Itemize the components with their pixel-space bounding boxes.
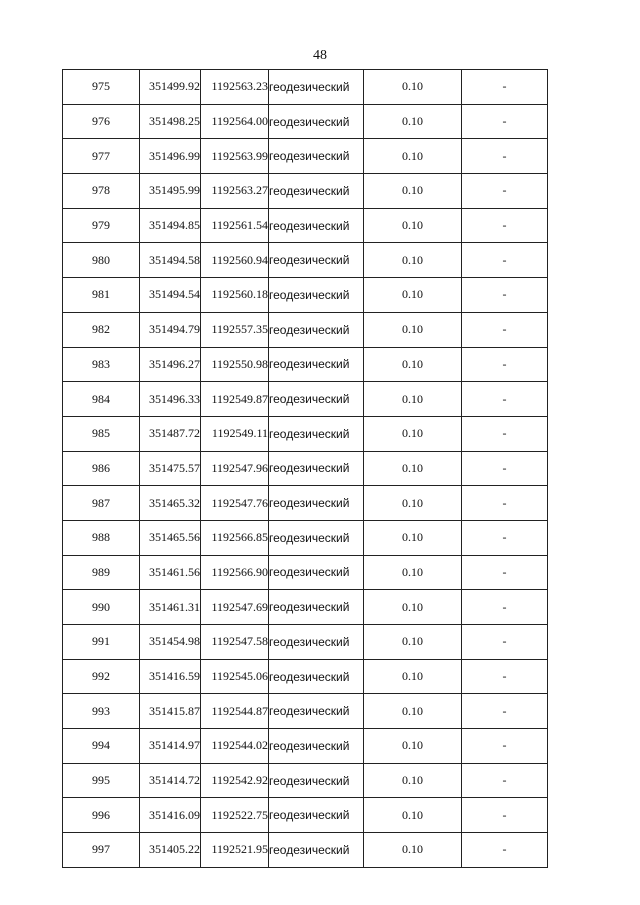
accuracy-cell: 0.10	[364, 590, 462, 625]
accuracy-cell: 0.10	[364, 486, 462, 521]
accuracy-cell: 0.10	[364, 347, 462, 382]
x-coordinate-cell: 351494.79	[140, 312, 201, 347]
page-number: 48	[313, 48, 327, 63]
note-cell: -	[462, 139, 548, 174]
method-cell: геодезический	[269, 798, 364, 833]
note-cell: -	[462, 520, 548, 555]
note-cell: -	[462, 278, 548, 313]
note-cell: -	[462, 555, 548, 590]
note-cell: -	[462, 451, 548, 486]
accuracy-cell: 0.10	[364, 729, 462, 764]
method-cell: геодезический	[269, 347, 364, 382]
y-coordinate-cell: 1192547.69	[201, 590, 269, 625]
note-cell: -	[462, 416, 548, 451]
x-coordinate-cell: 351465.32	[140, 486, 201, 521]
note-cell: -	[462, 833, 548, 868]
accuracy-cell: 0.10	[364, 763, 462, 798]
accuracy-cell: 0.10	[364, 312, 462, 347]
point-number-cell: 996	[63, 798, 140, 833]
method-cell: геодезический	[269, 382, 364, 417]
accuracy-cell: 0.10	[364, 520, 462, 555]
x-coordinate-cell: 351461.31	[140, 590, 201, 625]
x-coordinate-cell: 351496.33	[140, 382, 201, 417]
y-coordinate-cell: 1192545.06	[201, 659, 269, 694]
table-row	[63, 625, 548, 660]
table-row	[63, 833, 548, 868]
x-coordinate-cell: 351465.56	[140, 520, 201, 555]
x-coordinate-cell: 351415.87	[140, 694, 201, 729]
note-cell: -	[462, 174, 548, 209]
point-number-cell: 989	[63, 555, 140, 590]
point-number-cell: 981	[63, 278, 140, 313]
x-coordinate-cell: 351496.99	[140, 139, 201, 174]
accuracy-cell: 0.10	[364, 208, 462, 243]
note-cell: -	[462, 382, 548, 417]
accuracy-cell: 0.10	[364, 694, 462, 729]
table-row	[63, 659, 548, 694]
method-cell: геодезический	[269, 555, 364, 590]
accuracy-cell: 0.10	[364, 174, 462, 209]
note-cell: -	[462, 104, 548, 139]
x-coordinate-cell: 351414.72	[140, 763, 201, 798]
table-row	[63, 590, 548, 625]
method-cell: геодезический	[269, 625, 364, 660]
accuracy-cell: 0.10	[364, 833, 462, 868]
table-row	[63, 451, 548, 486]
x-coordinate-cell: 351475.57	[140, 451, 201, 486]
point-number-cell: 993	[63, 694, 140, 729]
accuracy-cell: 0.10	[364, 70, 462, 105]
point-number-cell: 979	[63, 208, 140, 243]
accuracy-cell: 0.10	[364, 278, 462, 313]
note-cell: -	[462, 70, 548, 105]
x-coordinate-cell: 351414.97	[140, 729, 201, 764]
y-coordinate-cell: 1192557.35	[201, 312, 269, 347]
point-number-cell: 982	[63, 312, 140, 347]
method-cell: геодезический	[269, 729, 364, 764]
y-coordinate-cell: 1192547.96	[201, 451, 269, 486]
table-row	[63, 763, 548, 798]
x-coordinate-cell: 351416.59	[140, 659, 201, 694]
point-number-cell: 990	[63, 590, 140, 625]
y-coordinate-cell: 1192547.76	[201, 486, 269, 521]
method-cell: геодезический	[269, 694, 364, 729]
x-coordinate-cell: 351494.54	[140, 278, 201, 313]
note-cell: -	[462, 312, 548, 347]
method-cell: геодезический	[269, 416, 364, 451]
x-coordinate-cell: 351487.72	[140, 416, 201, 451]
y-coordinate-cell: 1192566.85	[201, 520, 269, 555]
accuracy-cell: 0.10	[364, 382, 462, 417]
x-coordinate-cell: 351461.56	[140, 555, 201, 590]
point-number-cell: 997	[63, 833, 140, 868]
y-coordinate-cell: 1192563.23	[201, 70, 269, 105]
point-number-cell: 976	[63, 104, 140, 139]
accuracy-cell: 0.10	[364, 659, 462, 694]
point-number-cell: 977	[63, 139, 140, 174]
x-coordinate-cell: 351454.98	[140, 625, 201, 660]
y-coordinate-cell: 1192566.90	[201, 555, 269, 590]
y-coordinate-cell: 1192550.98	[201, 347, 269, 382]
x-coordinate-cell: 351496.27	[140, 347, 201, 382]
y-coordinate-cell: 1192542.92	[201, 763, 269, 798]
method-cell: геодезический	[269, 520, 364, 555]
y-coordinate-cell: 1192521.95	[201, 833, 269, 868]
note-cell: -	[462, 729, 548, 764]
x-coordinate-cell: 351494.85	[140, 208, 201, 243]
y-coordinate-cell: 1192563.99	[201, 139, 269, 174]
y-coordinate-cell: 1192544.02	[201, 729, 269, 764]
table-row	[63, 174, 548, 209]
point-number-cell: 985	[63, 416, 140, 451]
method-cell: геодезический	[269, 763, 364, 798]
table-row	[63, 312, 548, 347]
point-number-cell: 983	[63, 347, 140, 382]
note-cell: -	[462, 208, 548, 243]
x-coordinate-cell: 351416.09	[140, 798, 201, 833]
point-number-cell: 978	[63, 174, 140, 209]
accuracy-cell: 0.10	[364, 243, 462, 278]
point-number-cell: 980	[63, 243, 140, 278]
x-coordinate-cell: 351405.22	[140, 833, 201, 868]
table-row	[63, 486, 548, 521]
accuracy-cell: 0.10	[364, 625, 462, 660]
y-coordinate-cell: 1192549.11	[201, 416, 269, 451]
table-row	[63, 555, 548, 590]
method-cell: геодезический	[269, 590, 364, 625]
y-coordinate-cell: 1192561.54	[201, 208, 269, 243]
table-body	[63, 70, 548, 868]
method-cell: геодезический	[269, 208, 364, 243]
y-coordinate-cell: 1192547.58	[201, 625, 269, 660]
table-row	[63, 70, 548, 105]
coordinates-table	[62, 69, 548, 868]
y-coordinate-cell: 1192544.87	[201, 694, 269, 729]
table-row	[63, 278, 548, 313]
note-cell: -	[462, 694, 548, 729]
y-coordinate-cell: 1192560.18	[201, 278, 269, 313]
y-coordinate-cell: 1192564.00	[201, 104, 269, 139]
x-coordinate-cell: 351498.25	[140, 104, 201, 139]
note-cell: -	[462, 590, 548, 625]
method-cell: геодезический	[269, 659, 364, 694]
table-row	[63, 104, 548, 139]
table-row	[63, 139, 548, 174]
note-cell: -	[462, 347, 548, 382]
accuracy-cell: 0.10	[364, 798, 462, 833]
x-coordinate-cell: 351494.58	[140, 243, 201, 278]
method-cell: геодезический	[269, 278, 364, 313]
note-cell: -	[462, 763, 548, 798]
note-cell: -	[462, 659, 548, 694]
accuracy-cell: 0.10	[364, 416, 462, 451]
y-coordinate-cell: 1192549.87	[201, 382, 269, 417]
method-cell: геодезический	[269, 486, 364, 521]
point-number-cell: 988	[63, 520, 140, 555]
accuracy-cell: 0.10	[364, 104, 462, 139]
table-row	[63, 798, 548, 833]
table-row	[63, 347, 548, 382]
method-cell: геодезический	[269, 70, 364, 105]
y-coordinate-cell: 1192560.94	[201, 243, 269, 278]
method-cell: геодезический	[269, 312, 364, 347]
point-number-cell: 984	[63, 382, 140, 417]
table-row	[63, 694, 548, 729]
method-cell: геодезический	[269, 174, 364, 209]
method-cell: геодезический	[269, 243, 364, 278]
method-cell: геодезический	[269, 139, 364, 174]
accuracy-cell: 0.10	[364, 139, 462, 174]
point-number-cell: 995	[63, 763, 140, 798]
table-row	[63, 208, 548, 243]
note-cell: -	[462, 486, 548, 521]
x-coordinate-cell: 351499.92	[140, 70, 201, 105]
accuracy-cell: 0.10	[364, 451, 462, 486]
method-cell: геодезический	[269, 104, 364, 139]
note-cell: -	[462, 798, 548, 833]
table-row	[63, 520, 548, 555]
point-number-cell: 992	[63, 659, 140, 694]
y-coordinate-cell: 1192563.27	[201, 174, 269, 209]
table-row	[63, 382, 548, 417]
point-number-cell: 986	[63, 451, 140, 486]
point-number-cell: 994	[63, 729, 140, 764]
point-number-cell: 991	[63, 625, 140, 660]
table-row	[63, 416, 548, 451]
note-cell: -	[462, 625, 548, 660]
method-cell: геодезический	[269, 833, 364, 868]
method-cell: геодезический	[269, 451, 364, 486]
x-coordinate-cell: 351495.99	[140, 174, 201, 209]
point-number-cell: 975	[63, 70, 140, 105]
y-coordinate-cell: 1192522.75	[201, 798, 269, 833]
accuracy-cell: 0.10	[364, 555, 462, 590]
table-row	[63, 243, 548, 278]
point-number-cell: 987	[63, 486, 140, 521]
note-cell: -	[462, 243, 548, 278]
table-row	[63, 729, 548, 764]
